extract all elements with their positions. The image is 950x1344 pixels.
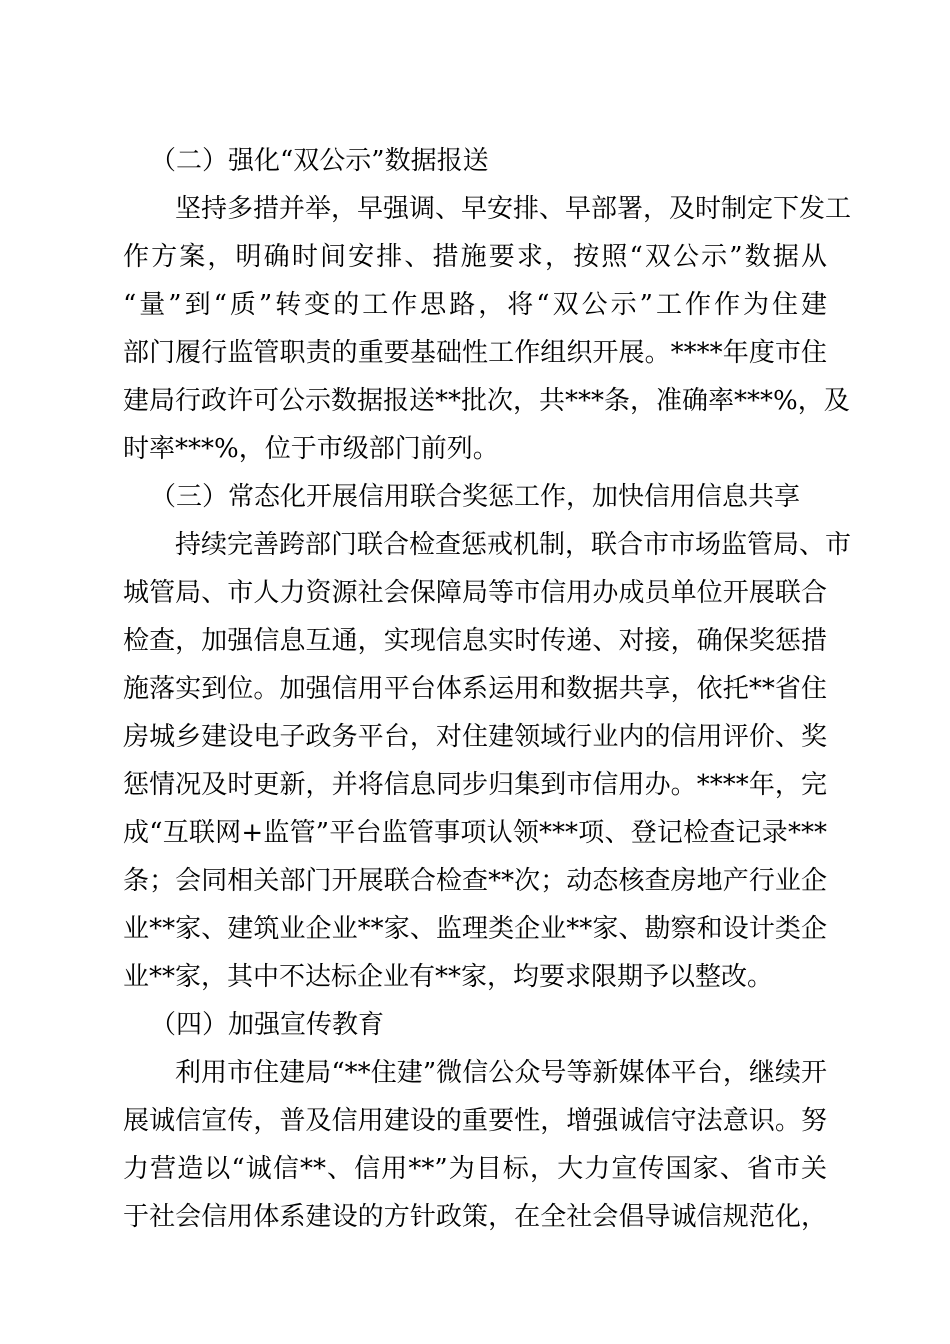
paragraph-line: 施落实到位。加强信用平台体系运用和数据共享，依托**省住 <box>123 674 827 704</box>
paragraph-line: 时率***%，位于市级部门前列。 <box>123 434 499 464</box>
paragraph-line: “量”到“质”转变的工作思路，将“双公示”工作作为住建 <box>123 290 827 320</box>
paragraph-line: 力营造以“诚信**、信用**”为目标，大力宣传国家、省市关 <box>123 1154 827 1184</box>
paragraph-line: 展诚信宣传，普及信用建设的重要性，增强诚信守法意识。努 <box>123 1106 827 1136</box>
paragraph-line: 业**家、建筑业企业**家、监理类企业**家、勘察和设计类企 <box>123 914 827 944</box>
paragraph-line: 成“互联网+监管”平台监管事项认领***项、登记检查记录*** <box>123 818 827 848</box>
paragraph-line: 条；会同相关部门开展联合检查**次；动态核查房地产行业企 <box>123 866 827 896</box>
paragraph-line: 坚持多措并举，早强调、早安排、早部署，及时制定下发工 <box>175 194 852 224</box>
section-heading-2: （二）强化“双公示”数据报送 <box>150 146 489 176</box>
paragraph-line: 建局行政许可公示数据报送**批次，共***条，准确率***%，及 <box>123 386 850 416</box>
section-heading-4: （四）加强宣传教育 <box>150 1010 385 1040</box>
section-heading-3: （三）常态化开展信用联合奖惩工作，加快信用信息共享 <box>150 482 801 512</box>
paragraph-line: 业**家，其中不达标企业有**家，均要求限期予以整改。 <box>123 962 774 992</box>
paragraph-line: 持续完善跨部门联合检查惩戒机制，联合市市场监管局、市 <box>175 530 852 560</box>
paragraph-line: 惩情况及时更新，并将信息同步归集到市信用办。****年，完 <box>123 770 827 800</box>
paragraph-line: 城管局、市人力资源社会保障局等市信用办成员单位开展联合 <box>123 578 827 608</box>
paragraph-line: 于社会信用体系建设的方针政策，在全社会倡导诚信规范化， <box>123 1202 827 1232</box>
paragraph-line: 利用市住建局“**住建”微信公众号等新媒体平台，继续开 <box>175 1058 827 1088</box>
paragraph-line: 检查，加强信息互通，实现信息实时传递、对接，确保奖惩措 <box>123 626 827 656</box>
paragraph-line: 作方案，明确时间安排、措施要求，按照“双公示”数据从 <box>123 242 827 272</box>
paragraph-line: 部门履行监管职责的重要基础性工作组织开展。****年度市住 <box>123 338 827 368</box>
paragraph-line: 房城乡建设电子政务平台，对住建领域行业内的信用评价、奖 <box>123 722 827 752</box>
